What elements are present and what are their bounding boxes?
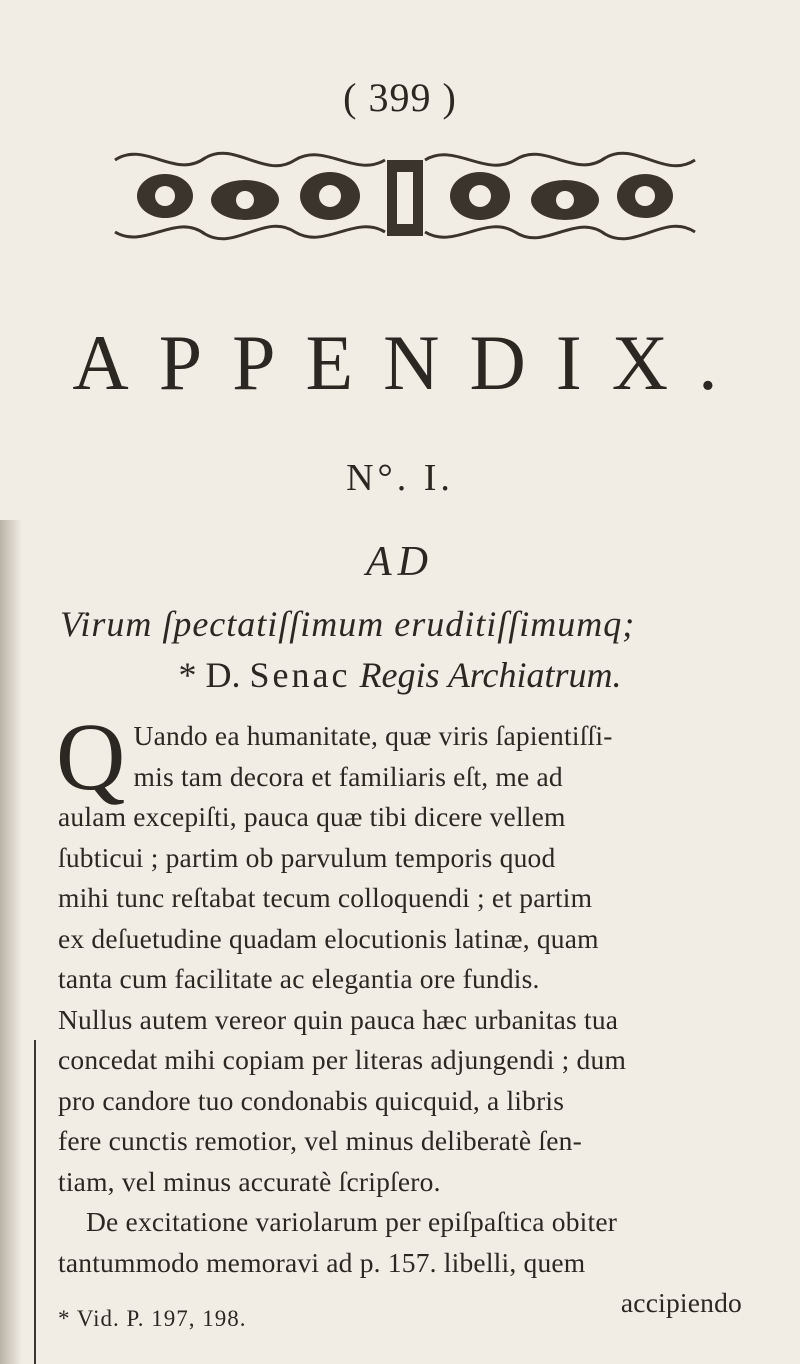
body-line: aulam excepiſti, pauca quæ tibi dicere vellem xyxy=(58,801,566,832)
body-line: ex deſuetudine quadam elocutionis latinæ, quam xyxy=(58,922,599,954)
body-line: Uando ea humanitate, quæ viris ſapientiſſi- xyxy=(133,720,613,751)
body-line: ſubticui ; partim ob parvulum temporis quod xyxy=(58,841,556,873)
body-line: fere cunctis remotior, vel minus deliberatè ſen- xyxy=(58,1125,582,1156)
catchword: accipiendo xyxy=(620,1287,742,1318)
body-line: tiam, vel minus accuratè ſcripſero. xyxy=(58,1165,441,1197)
appendix-heading: APPENDIX. xyxy=(72,319,748,406)
body-line: tanta cum facilitate ac elegantia ore fundis. xyxy=(58,963,540,994)
ad-heading: AD xyxy=(366,539,434,585)
footnote: * Vid. P. 197, 198. xyxy=(58,1306,247,1331)
dedication-subtitle xyxy=(0,654,800,696)
senac-name: Senac xyxy=(249,655,351,695)
body-line: Nullus autem vereor quin pauca hæc urbanitas tua xyxy=(58,1003,619,1035)
body-line: concedat mihi copiam per literas adjungendi ; dum xyxy=(58,1044,627,1075)
addressee-line: Virum ſpectatiſſimum eruditiſſimumq; xyxy=(60,604,636,644)
page-number: ( 399 ) xyxy=(343,75,457,120)
binding-edge xyxy=(34,1040,36,1364)
body-line: tantummodo memoravi ad p. 157. libelli, quem xyxy=(58,1246,586,1278)
body-line: mis tam decora et familiaris eſt, me ad xyxy=(133,760,563,792)
letter-body xyxy=(56,703,768,1324)
headpiece-ornament-icon xyxy=(105,140,705,252)
body-line: De excitatione variolarum per epiſpaſtica obiter xyxy=(86,1206,618,1237)
body-line: pro candore tuo condonabis quicquid, a libris xyxy=(58,1084,565,1116)
footnote-marker: * D. xyxy=(178,655,241,695)
body-line: mihi tunc reſtabat tecum colloquendi ; et partim xyxy=(58,882,593,913)
page-edge-shadow xyxy=(0,520,22,1364)
drop-cap: Q xyxy=(56,703,126,810)
regis-archiatrum: Regis Archiatrum. xyxy=(359,655,622,695)
section-number: N°. I. xyxy=(346,457,454,499)
